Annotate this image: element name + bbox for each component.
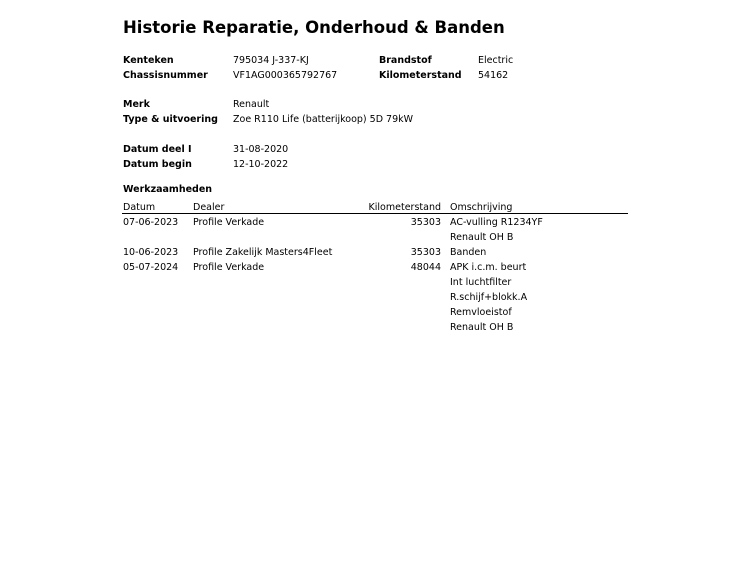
row-kilometerstand: 35303 (410, 217, 441, 228)
brandstof-label: Brandstof (379, 55, 432, 66)
kilometerstand-value: 54162 (478, 70, 509, 81)
kenteken-label: Kenteken (123, 55, 174, 66)
merk-label: Merk (123, 99, 150, 110)
row-omschrijving: AC-vulling R1234YF (450, 217, 543, 228)
chassisnummer-value: VF1AG000365792767 (233, 70, 338, 81)
row-omschrijving: APK i.c.m. beurt (450, 262, 527, 273)
brandstof-value: Electric (478, 55, 514, 66)
column-header-datum: Datum (123, 202, 156, 213)
merk-value: Renault (233, 99, 270, 110)
row-dealer: Profile Verkade (193, 262, 265, 273)
row-omschrijving: Remvloeistof (450, 307, 512, 318)
row-kilometerstand: 35303 (410, 247, 441, 258)
row-omschrijving: Renault OH B (450, 232, 514, 243)
kenteken-value: 795034 J-337-KJ (233, 55, 309, 66)
row-omschrijving: Renault OH B (450, 322, 514, 333)
page-title: Historie Reparatie, Onderhoud & Banden (123, 18, 505, 37)
chassisnummer-label: Chassisnummer (123, 70, 208, 81)
row-dealer: Profile Zakelijk Masters4Fleet (193, 247, 333, 258)
row-dealer: Profile Verkade (193, 217, 265, 228)
type-label: Type & uitvoering (123, 114, 218, 125)
row-omschrijving: Int luchtfilter (450, 277, 512, 288)
datum-begin-value: 12-10-2022 (233, 159, 289, 170)
type-value: Zoe R110 Life (batterijkoop) 5D 79kW (233, 114, 414, 125)
row-kilometerstand: 48044 (410, 262, 441, 273)
row-omschrijving: Banden (450, 247, 487, 258)
kilometerstand-label: Kilometerstand (379, 70, 462, 81)
column-header-dealer: Dealer (193, 202, 225, 213)
column-header-omschrijving: Omschrijving (450, 202, 513, 213)
column-header-kilometerstand: Kilometerstand (368, 202, 441, 213)
datum-begin-label: Datum begin (123, 159, 192, 170)
datum-deel-label: Datum deel I (123, 144, 192, 155)
row-datum: 10-06-2023 (123, 247, 179, 258)
header-divider (122, 213, 628, 214)
datum-deel-value: 31-08-2020 (233, 144, 289, 155)
row-omschrijving: R.schijf+blokk.A (450, 292, 528, 303)
row-datum: 05-07-2024 (123, 262, 179, 273)
row-datum: 07-06-2023 (123, 217, 179, 228)
werkzaamheden-heading: Werkzaamheden (123, 184, 213, 195)
